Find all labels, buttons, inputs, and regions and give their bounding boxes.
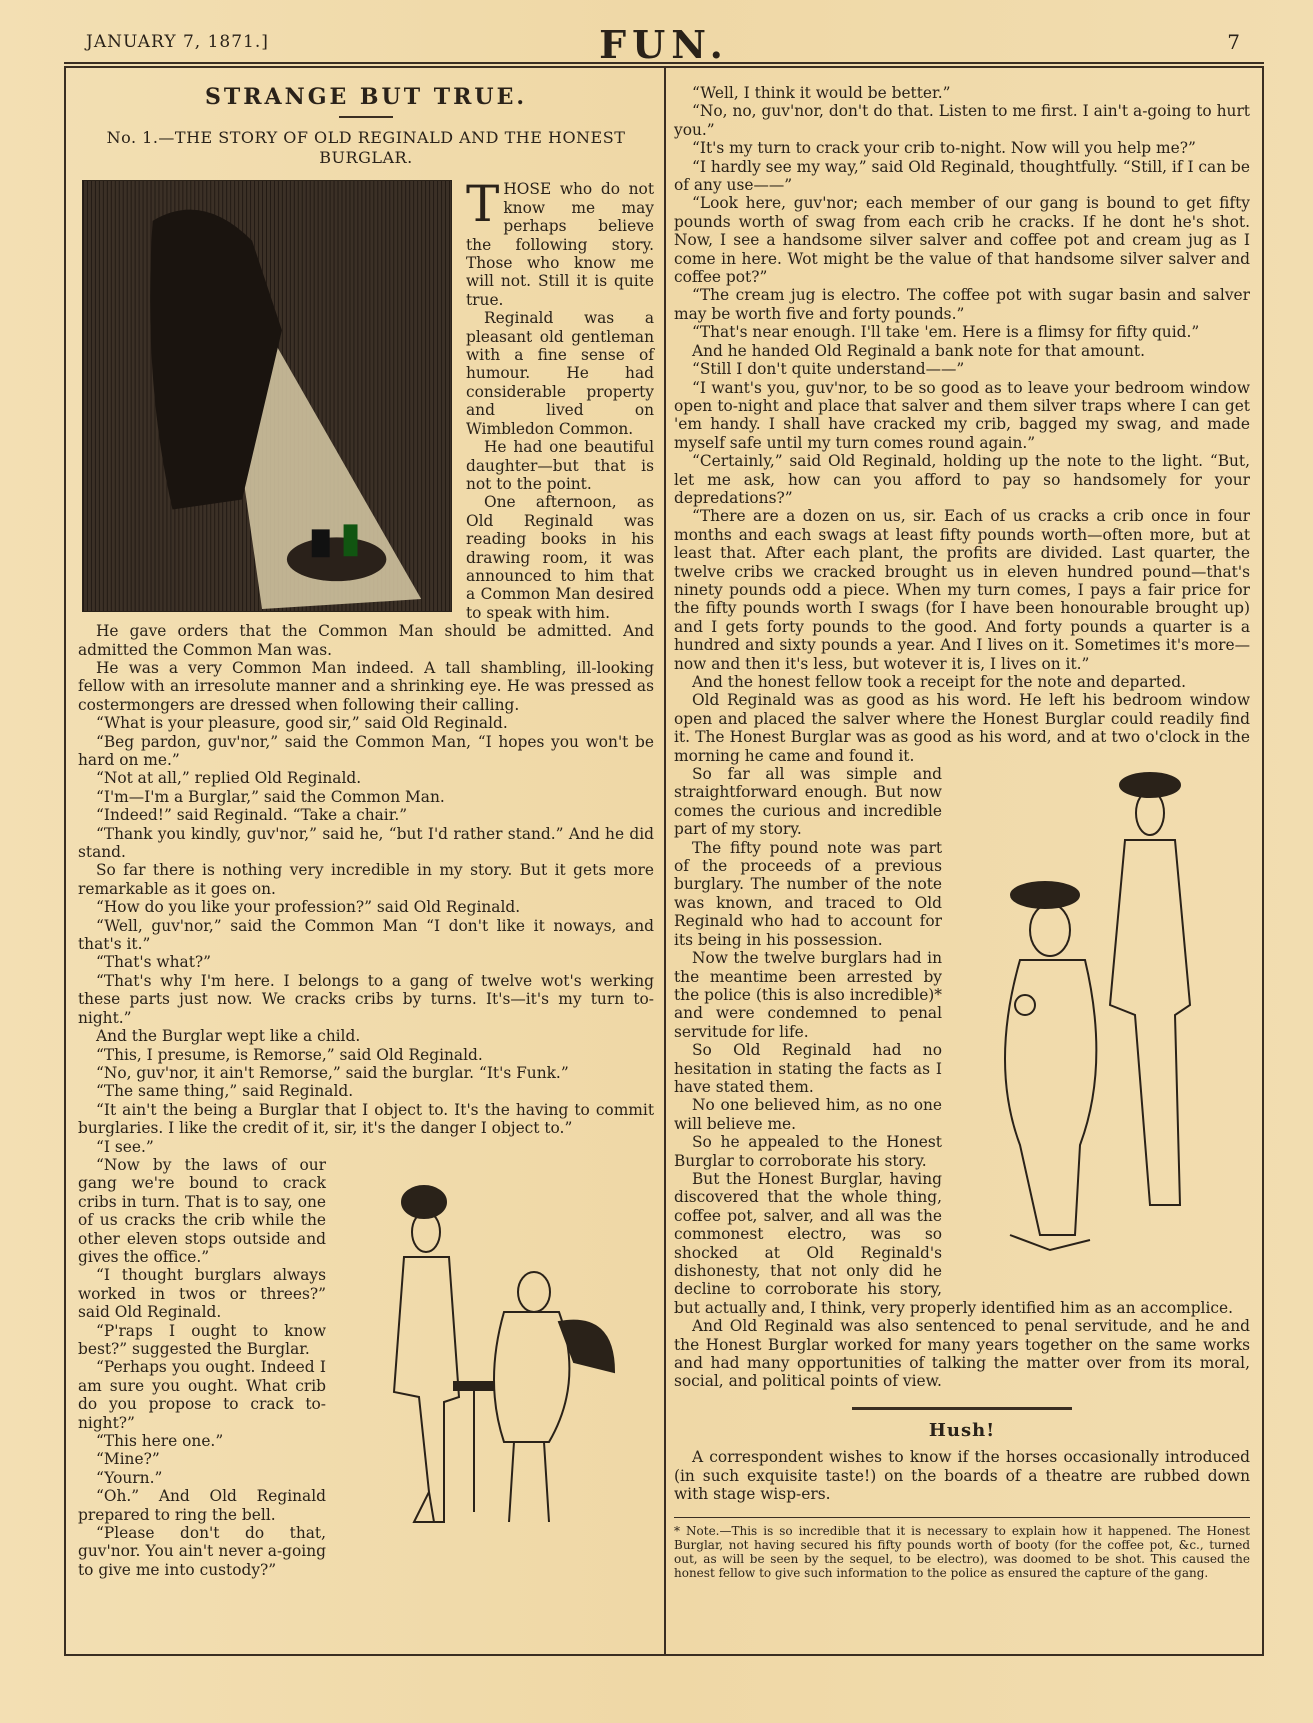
paragraph: “It's my turn to crack your crib to-night. Now will you help me?”: [692, 139, 1196, 158]
paragraph: “There are a dozen on us, sir. Each of us cracks a crib once in four months and each swags at least fifty pounds worth—often more, but at least that. After each plant, the profits are divided. Last quarter, the twelve cribs we cracked brought us in eleven hundred pound—that's ninety pounds odd a piece. When my turn comes, I pays a fair price for the fifty pounds worth I swags (for I have been honourable brought up) and I gets forty pounds to the good. And forty pounds a quarter is a hundred and sixty pounds a year. And I lives on it. Sometimes it's more—now and then it's less, but wotever it is, I lives on it.”: [674, 507, 1250, 673]
hush-paragraph: A correspondent wishes to know if the horses occasionally introduced (in such exquisite taste!) on the boards of a theatre are rubbed down with stage wisp-ers.: [674, 1448, 1250, 1504]
paragraph: THOSE who do not know me may perhaps believe the following story. Those who know me will not. Still it is quite true.: [466, 175, 654, 309]
engraving-figure-with-lamp: [82, 180, 452, 612]
footnote-rule: [674, 1517, 1250, 1518]
paragraph: “That's why I'm here. I belongs to a gang of twelve wot's werking these parts just now. We cracks cribs by turns. It's—it's my turn to-night.”: [78, 971, 654, 1027]
paragraph: “Beg pardon, guv'nor,” said the Common Man, “I hopes you won't be hard on me.”: [78, 732, 654, 769]
paragraph: “I want's you, guv'nor, to be so good as to leave your bedroom window open to-night and place that salver and them silver traps where I can get 'em handy. I shall have cracked my crib, bagged my swag, and made myself safe until my turn comes round again.”: [674, 378, 1250, 452]
paragraph: Old Reginald was as good as his word. He left his bedroom window open and placed the salver where the Honest Burglar could readily find it. The Honest Burglar was as good as his word, and at two o'clock in the morning he came and found it.: [674, 691, 1250, 765]
paragraph: “Well, I think it would be better.”: [692, 84, 951, 102]
paragraph: “Well, guv'nor,” said the Common Man “I don't like it noways, and that's it.”: [78, 916, 654, 954]
paragraph: And he handed Old Reginald a bank note for that amount.: [692, 341, 1145, 360]
paragraph: “Still I don't quite understand——”: [692, 360, 965, 379]
paragraph: “This here one.”: [96, 1432, 224, 1451]
paragraph: “Not at all,” replied Old Reginald.: [96, 769, 362, 788]
paragraph: And the honest fellow took a receipt for the note and departed.: [692, 673, 1186, 691]
paragraph: “Thank you kindly, guv'nor,” said he, “but I'd rather stand.” And he did stand.: [78, 824, 654, 862]
paragraph: The fifty pound note was part of the proceeds of a previous burglary. The number of the note was known, and traced to Old Reginald who had to account for its being in his possession.: [674, 838, 942, 949]
paragraph: Reginald was a pleasant old gentleman with a fine sense of humour. He had considerable property and lived on Wimbledon Common.: [466, 309, 654, 438]
paragraph: “This, I presume, is Remorse,” said Old Reginald.: [96, 1045, 483, 1064]
paragraph: “No, no, guv'nor, don't do that. Listen to me first. I ain't a-going to hurt you.”: [674, 102, 1250, 139]
paragraph: “I thought burglars always worked in twos or threes?” said Old Reginald.: [78, 1266, 326, 1322]
footnote: * Note.—This is so incredible that it is necessary to explain how it happened. The Honest Burglar, not having secured his fifty pounds worth of booty (for the coffee pot, &c., turned out, as will be seen by the sequel, to be electro), was doomed to be shot. This caused the honest fellow to give such information to the police as ensured the capture of the gang.: [674, 1524, 1250, 1581]
paragraph: “Oh.” And Old Reginald prepared to ring the bell.: [78, 1487, 326, 1524]
paragraph: So he appealed to the Honest Burglar to corroborate his story.: [674, 1133, 942, 1170]
article-title: STRANGE BUT TRUE.: [204, 84, 527, 110]
paragraph: “How do you like your profession?” said Old Reginald.: [96, 898, 521, 917]
paragraph: “I hardly see my way,” said Old Reginald, thoughtfully. “Still, if I can be of any use——”: [674, 157, 1250, 195]
paragraph: And the Burglar wept like a child.: [96, 1027, 361, 1046]
drop-cap: T: [466, 175, 500, 234]
right-column: [674, 84, 1250, 1580]
left-column: [78, 84, 654, 1579]
paragraph: He was a very Common Man indeed. A tall shambling, ill-looking fellow with an irresolute manner and a shrinking eye. He was pressed as costermongers are dressed when following their calling.: [78, 658, 654, 714]
paragraph: So Old Reginald had no hesitation in stating the facts as I have stated them.: [674, 1041, 942, 1096]
paragraph: “I'm—I'm a Burglar,” said the Common Man.: [96, 787, 445, 806]
paragraph: “The cream jug is electro. The coffee pot with sugar basin and salver may be worth five and forty pounds.”: [674, 286, 1250, 323]
title-rule: [339, 116, 393, 118]
issue-date: JANUARY 7, 1871.]: [86, 32, 269, 52]
paragraph: “What is your pleasure, good sir,” said Old Reginald.: [96, 714, 508, 733]
paragraph: “The same thing,” said Reginald.: [96, 1082, 354, 1101]
paragraph: Now the twelve burglars had in the meantime been arrested by the police (this is also incredible)* and were condemned to penal servitude for life.: [674, 949, 942, 1041]
paragraph: “Certainly,” said Old Reginald, holding up the note to the light. “But, let me ask, how can you afford to pay so handsomely for your depredations?”: [674, 452, 1250, 507]
paragraph: He had one beautiful daughter—but that is not to the point.: [466, 438, 654, 493]
paragraph: “Look here, guv'nor; each member of our gang is bound to get fifty pounds worth of swag from each crib he cracks. If he dont he's shot. Now, I see a handsome silver salver and coffee pot and cream jug as I come in here. Wot might be the value of that handsome silver salver and coffee pot?”: [674, 194, 1250, 287]
paragraph: And Old Reginald was also sentenced to penal servitude, and he and the Honest Burglar worked for many years together on the same works and had many opportunities of talking the matter over from its moral, social, and political points of view.: [674, 1317, 1250, 1391]
paragraph: “Yourn.”: [96, 1468, 163, 1487]
paragraph: “It ain't the being a Burglar that I object to. It's the having to commit burglaries. I like the credit of it, sir, it's the danger I object to.”: [78, 1100, 654, 1138]
paragraph: “That's what?”: [96, 953, 211, 972]
paragraph: “That's near enough. I'll take 'em. Here is a flimsy for fifty quid.”: [692, 323, 1200, 342]
paragraph: “Mine?”: [96, 1450, 160, 1469]
page-number: 7: [1227, 30, 1240, 54]
paragraph: No one believed him, as no one will believe me.: [674, 1096, 942, 1133]
paragraph: He gave orders that the Common Man should be admitted. And admitted the Common Man was.: [78, 622, 654, 659]
paragraph: “No, guv'nor, it ain't Remorse,” said the burglar. “It's Funk.”: [96, 1063, 569, 1082]
paragraph: “Indeed!” said Reginald. “Take a chair.”: [96, 806, 408, 825]
paragraph: “P'raps I ought to know best?” suggested the Burglar.: [78, 1321, 326, 1358]
hush-title: Hush!: [928, 1419, 996, 1441]
paragraph: “Perhaps you ought. Indeed I am sure you ought. What crib do you propose to crack to-night?”: [78, 1358, 326, 1432]
section-rule: [852, 1407, 1072, 1410]
paragraph: But the Honest Burglar, having discovered that the whole thing, coffee pot, salver, and all was the commonest electro, was so shocked at Old Reginald's dishonesty, that not only did he decline to corroborate his story, but actually and, I think, very properly identified him as an accomplice.: [674, 1169, 1234, 1317]
cartoon-two-convicts: [950, 765, 1250, 1295]
masthead-title: FUN.: [599, 22, 729, 67]
article-subtitle: No. 1.—THE STORY OF OLD REGINALD AND THE HONEST BURGLAR.: [106, 128, 626, 168]
page-header: [64, 18, 1264, 67]
cartoon-burglar-and-old-reginald: [334, 1162, 654, 1562]
column-divider: [664, 66, 666, 1656]
paragraph: “I see.”: [96, 1137, 154, 1156]
paragraph: “Please don't do that, guv'nor. You ain't never a-going to give me into custody?”: [78, 1524, 326, 1579]
paragraph: One afternoon, as Old Reginald was reading books in his drawing room, it was announced to him that a Common Man desired to speak with him.: [466, 493, 654, 622]
paragraph: So far there is nothing very incredible in my story. But it gets more remarkable as it goes on.: [78, 861, 654, 898]
paragraph: “Now by the laws of our gang we're bound to crack cribs in turn. That is to say, one of us cracks the crib while the other eleven stops outside and gives the office.”: [78, 1155, 326, 1266]
paragraph: So far all was simple and straightforward enough. But now comes the curious and incredible part of my story.: [674, 765, 942, 839]
